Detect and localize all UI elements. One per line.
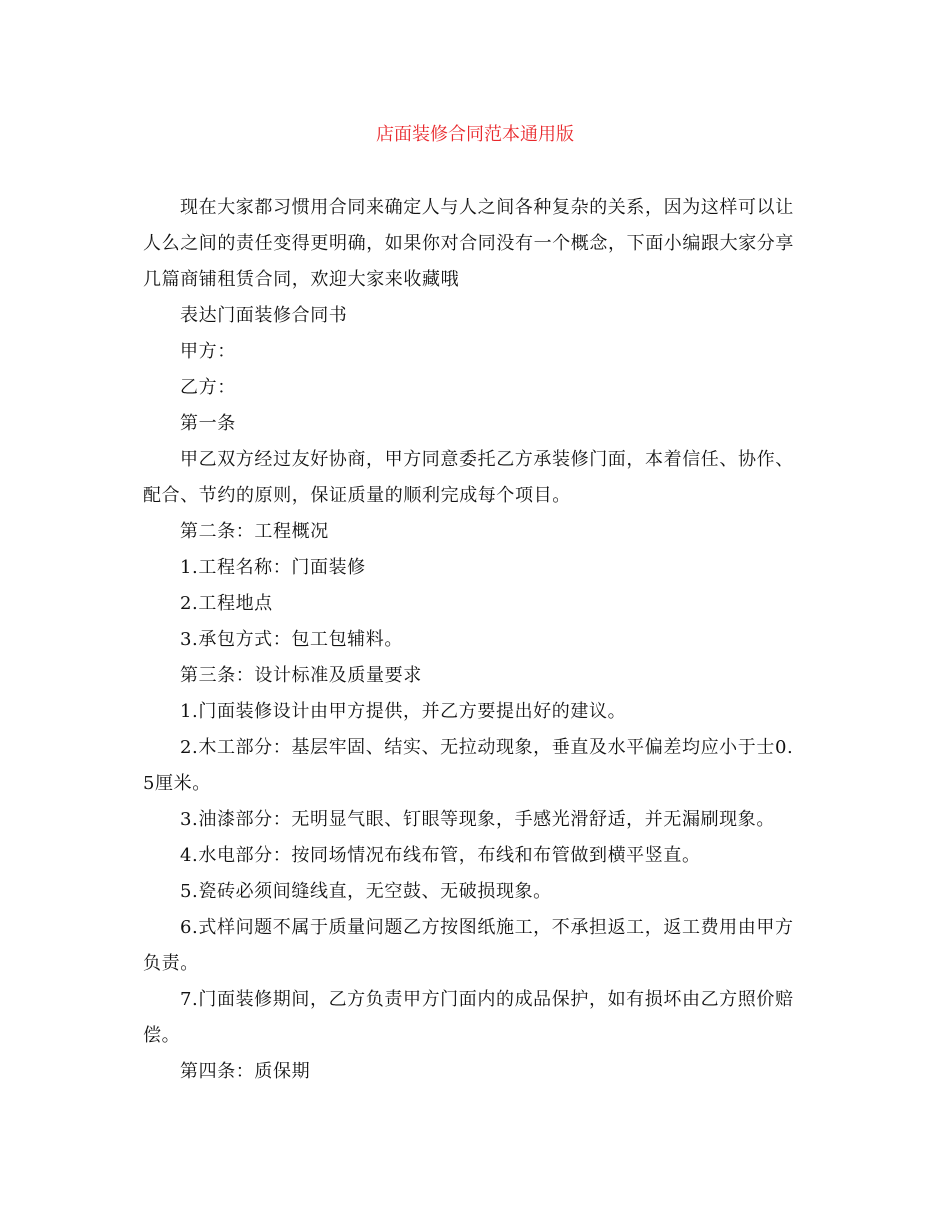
paragraph-article-3-heading: 第三条：设计标准及质量要求 [180, 665, 422, 686]
paragraph-party-b: 乙方： [180, 377, 236, 398]
paragraph-article-4-heading: 第四条：质保期 [180, 1061, 311, 1082]
document-body [143, 190, 803, 1090]
paragraph-article-3-item-5: 5.瓷砖必须间缝线直，无空鼓、无破损现象。 [180, 881, 552, 902]
paragraph-article-3-item-6: 6.式样问题不属于质量问题乙方按图纸施工，不承担返工，返工费用由甲方负责。 [143, 917, 794, 974]
paragraph-article-1-heading: 第一条 [180, 413, 236, 434]
paragraph-contract-name: 表达门面装修合同书 [180, 305, 348, 326]
paragraph-article-2-item-1: 1.工程名称：门面装修 [180, 557, 366, 578]
paragraph-article-3-item-1: 1.门面装修设计由甲方提供，并乙方要提出好的建议。 [180, 701, 627, 722]
paragraph-article-3-item-3: 3.油漆部分：无明显气眼、钉眼等现象，手感光滑舒适，并无漏刷现象。 [180, 809, 775, 830]
paragraph-article-1-body: 甲乙双方经过友好协商，甲方同意委托乙方承装修门面，本着信任、协作、配合、节约的原则，保证质量的顺利完成每个项目。 [143, 449, 794, 506]
paragraph-article-3-item-4: 4.水电部分：按同场情况布线布管，布线和布管做到横平竖直。 [180, 845, 701, 866]
paragraph-article-3-item-2: 2.木工部分：基层牢固、结实、无拉动现象，垂直及水平偏差均应小于士0.5厘米。 [143, 737, 794, 794]
paragraph-party-a: 甲方： [180, 341, 236, 362]
paragraph-intro: 现在大家都习惯用合同来确定人与人之间各种复杂的关系，因为这样可以让人么之间的责任变得更明确，如果你对合同没有一个概念，下面小编跟大家分享几篇商铺租赁合同，欢迎大家来收藏哦 [143, 197, 794, 290]
paragraph-article-2-heading: 第二条：工程概况 [180, 521, 329, 542]
document-title: 店面装修合同范本通用版 [376, 124, 574, 145]
paragraph-article-2-item-3: 3.承包方式：包工包辅料。 [180, 629, 403, 650]
paragraph-article-3-item-7: 7.门面装修期间，乙方负责甲方门面内的成品保护，如有损坏由乙方照价赔偿。 [143, 989, 794, 1046]
paragraph-article-2-item-2: 2.工程地点 [180, 593, 273, 614]
